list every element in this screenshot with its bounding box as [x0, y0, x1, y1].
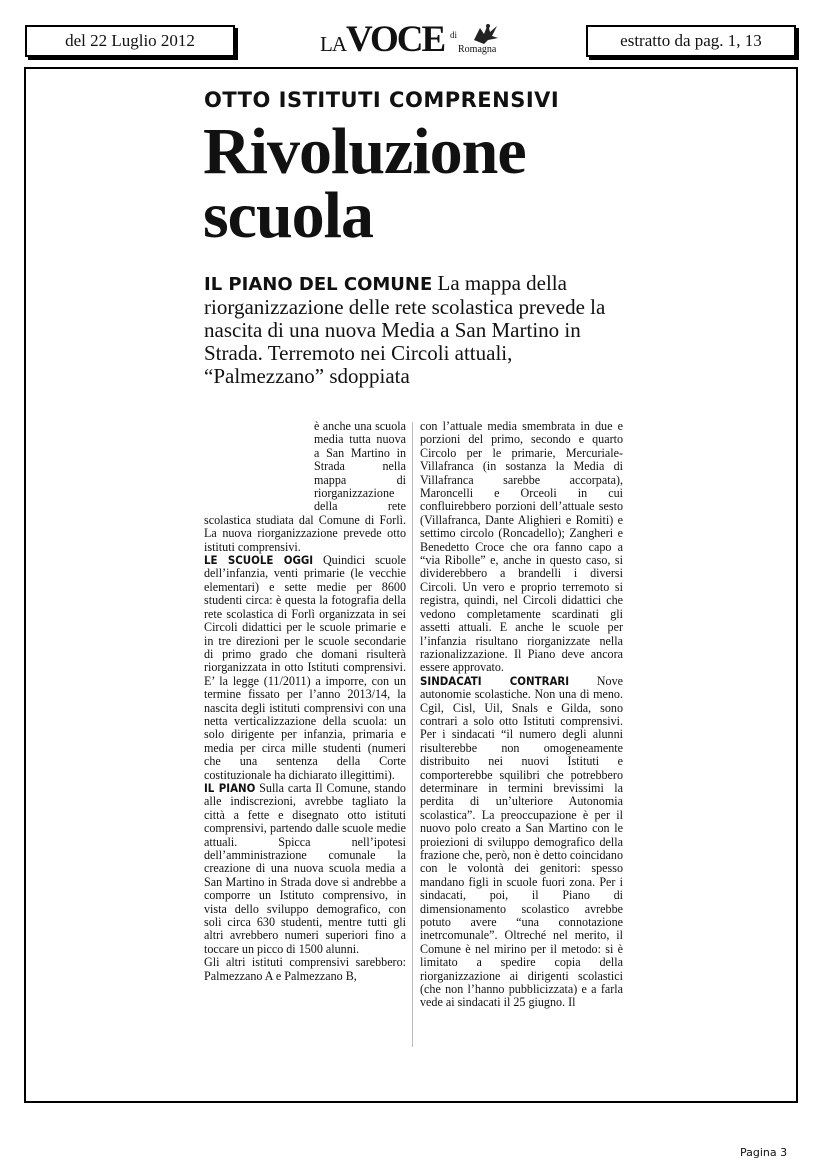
masthead-voce: VOCE: [346, 19, 445, 60]
subhead-label: IL PIANO DEL COMUNE: [204, 274, 433, 295]
article-headline: Rivoluzione scuola: [203, 115, 526, 252]
paragraph-scuole-oggi: [204, 554, 406, 782]
masthead-la: LA: [320, 32, 346, 56]
extract-box: [586, 25, 796, 57]
masthead-romagna: Romagna: [458, 44, 497, 55]
date-text: del 22 Luglio 2012: [65, 31, 195, 50]
drop-cap-space: [204, 420, 314, 502]
paragraph-piano: [204, 782, 406, 956]
article-column-right: [420, 420, 623, 1010]
lead-sindacati: SINDACATI CONTRARI: [420, 673, 570, 688]
article-subhead: [204, 272, 624, 388]
paragraph-altri-istituti: Gli altri istituti comprensivi sarebbero: Palmezzano A e Palmezzano B,: [204, 955, 406, 983]
rooster-icon: [470, 20, 500, 46]
masthead-logo: [320, 18, 520, 62]
date-box: [25, 25, 235, 57]
article-column-left: [204, 420, 406, 983]
masthead-di: di: [450, 30, 458, 40]
text-scuole-oggi: Quindici scuole dell’infanzia, venti primarie (le vecchie elementari) e sette medie per 8600 studenti circa: è questa la fotografia della rete scolastica di Forlì organizzata in sei Circoli didattici per le scuole primarie e in tre direzioni per le scuole secondarie di primo grado che domani risulterà riorganizzata in otto Istituti comprensivi. E’ la legge (11/2011) a imporre, con un termine fissato per l’anno 2013/14, la nascita degli istituti comprensivi con una netta verticalizzazione della scuola: un solo dirigente per infanzia, primaria e media per circa mille studenti (numeri che una sentenza della Corte costituzionale ha dichiarato illegittimi).: [204, 553, 406, 782]
intro-paragraph: è anche una scuola media tutta nuova a San Martino in Strada nella mappa di riorganizzazione della rete scolastica studiata dal Comune di Forlì. La nuova riorganizzazione prevede otto istituti comprensivi.: [204, 419, 406, 554]
text-sindacati: Nove autonomie scolastiche. Non una di meno. Cgil, Cisl, Uil, Snals e Gilda, sono contrari a solo otto Istituti comprensivi. Per i sindacati “il numero degli alunni risulterebbe non omogeneamente distribuito nei nuovi Istituti e comporterebbe squilibri che potrebbero determinare in termini brevissimi la perdita di un’ulteriore Autonomia scolastica”. La preoccupazione è per il nuovo polo creato a San Martino con le proiezioni di sviluppo demografico della frazione che, però, non è detto coincidano con le volontà dei genitori: spesso mandano figli in scuole fuori zona. Per i sindacati, poi, il Piano di dimensionamento scolastico avrebbe potuto avere “una connotazione inetrcomunale”. Oltreché nel merito, il Comune è nel mirino per il metodo: si è limitato a spedire copia della riorganizzazione ai dirigenti scolastici (che non l’hanno pubblicizzata) e a farla vede ai sindacati il 25 giugno. Il: [420, 673, 623, 1010]
text-piano: Sulla carta Il Comune, stando alle indiscrezioni, avrebbe tagliato la città a fette e disegnato otto istituti comprensivi, partendo dalle scuole medie attuali. Spicca nell’ipotesi dell’amministrazione comunale la creazione di una nuova scuola media a San Martino in Strada dove si andrebbe a comporre un Istituto comprensivo, in vista dello sviluppo demografico, con soli circa 630 studenti, mentre tutti gli altri avrebbero numeri superiori fino a toccare un picco di 1500 alunni.: [204, 780, 406, 956]
article-kicker: OTTO ISTITUTI COMPRENSIVI: [204, 88, 560, 112]
page-number: Pagina 3: [740, 1146, 788, 1159]
subhead-text: La mappa della riorganizzazione delle rete scolastica prevede la nascita di una nuova Media a San Martino in Strada. Terremoto nei Circoli attuali, “Palmezzano” sdoppiata: [204, 271, 606, 388]
lead-piano: IL PIANO: [204, 780, 256, 795]
column-divider: [412, 422, 413, 1047]
paragraph-continuation: con l’attuale media smembrata in due e porzioni del primo, secondo e quarto Circolo per le primarie, Mercuriale-Villafranca (in sostanza la Media di Villafranca sarebbe accorpata), Maroncelli e Orceoli in cui confluirebbero porzioni dell’attuale sesto (Villafranca, Dante Alighieri e Romiti) e settimo circolo (Roncadello); Zangheri e Benedetto Croce che ora fanno capo a “via Ribolle” e, anche in questo caso, si dividerebbero a brandelli i diversi Circoli. Un vero e proprio terremoto si registra, quindi, nel Circoli didattici che vedono completamente scardinati gli assetti attuali. E anche le scuole per l’infanzia risultano riorganizzate nella razionalizzazione. Il Piano deve ancora essere approvato.: [420, 419, 623, 675]
lead-scuole-oggi: LE SCUOLE OGGI: [204, 553, 314, 568]
extract-text: estratto da pag. 1, 13: [620, 31, 762, 50]
paragraph-sindacati: [420, 675, 623, 1010]
